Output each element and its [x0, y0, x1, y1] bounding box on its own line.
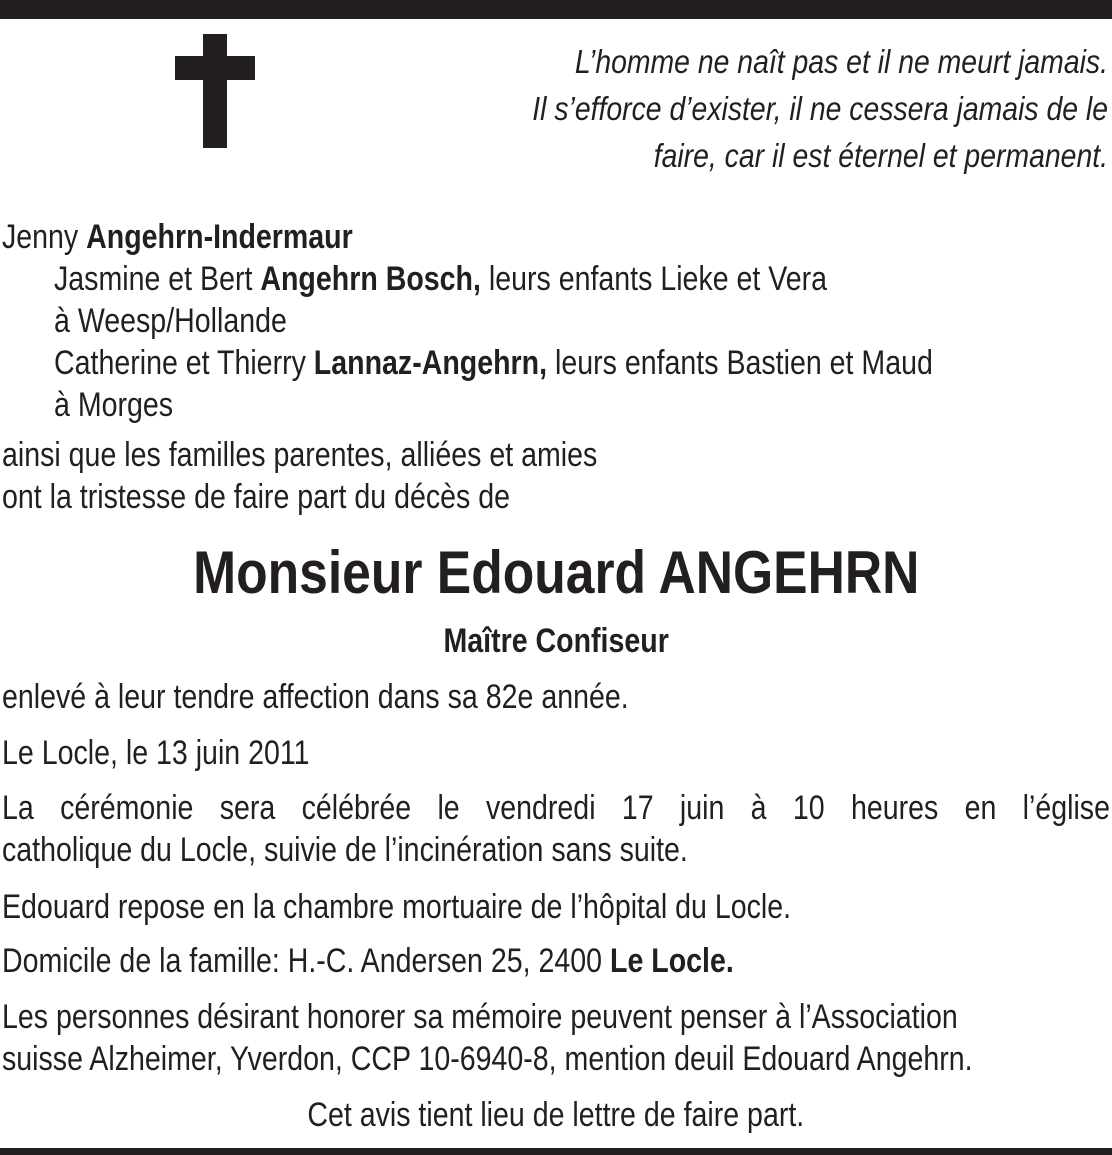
family-line-jasmine: Jasmine et Bert Angehrn Bosch, leurs enfants Lieke et Vera	[54, 260, 828, 298]
top-rule	[0, 0, 1112, 19]
donation-line-1: Les personnes désirant honorer sa mémoire peuvent penser à l’Association	[2, 998, 958, 1036]
quote-line: faire, car il est éternel et permanent.	[653, 137, 1108, 174]
donation-paragraph	[2, 996, 1110, 1080]
quote-line: L’homme ne naît pas et il ne meurt jamais.	[574, 43, 1108, 80]
family-line-jenny: Jenny Angehrn-Indermaur	[2, 218, 353, 256]
cross-icon	[175, 34, 255, 148]
family-line-catherine: Catherine et Thierry Lannaz-Angehrn, leurs enfants Bastien et Maud	[54, 344, 933, 382]
quote-line: Il s’efforce d’exister, il ne cessera jamais de le	[532, 90, 1108, 127]
family-list	[2, 216, 1110, 518]
ceremony-line-2: catholique du Locle, suivie de l’incinération sans suite.	[2, 831, 688, 869]
place-date-line: Le Locle, le 13 juin 2011	[2, 734, 310, 772]
family-line-catherine-place: à Morges	[54, 386, 174, 424]
deceased-title: Maître Confiseur	[443, 622, 669, 660]
donation-line-2: suisse Alzheimer, Yverdon, CCP 10-6940-8, mention deuil Edouard Angehrn.	[2, 1040, 973, 1078]
ceremony-line-1: La cérémonie sera célébrée le vendredi 17 juin à 10 heures en l’église	[2, 789, 1110, 827]
bottom-rule	[0, 1148, 1112, 1155]
epigraph-quote	[386, 38, 1108, 179]
domicile-line: Domicile de la famille: H.-C. Andersen 25, 2400 Le Locle.	[2, 942, 734, 980]
family-line-also: ainsi que les familles parentes, alliées et amies	[2, 436, 598, 474]
closing-line: Cet avis tient lieu de lettre de faire part.	[307, 1096, 805, 1134]
family-line-announce: ont la tristesse de faire part du décès de	[2, 478, 511, 516]
rest-line: Edouard repose en la chambre mortuaire de l’hôpital du Locle.	[2, 888, 792, 926]
age-line: enlevé à leur tendre affection dans sa 82e année.	[2, 678, 629, 716]
family-line-jasmine-place: à Weesp/Hollande	[54, 302, 287, 340]
deceased-name: Monsieur Edouard ANGEHRN	[192, 539, 920, 606]
ceremony-paragraph	[2, 787, 1110, 871]
